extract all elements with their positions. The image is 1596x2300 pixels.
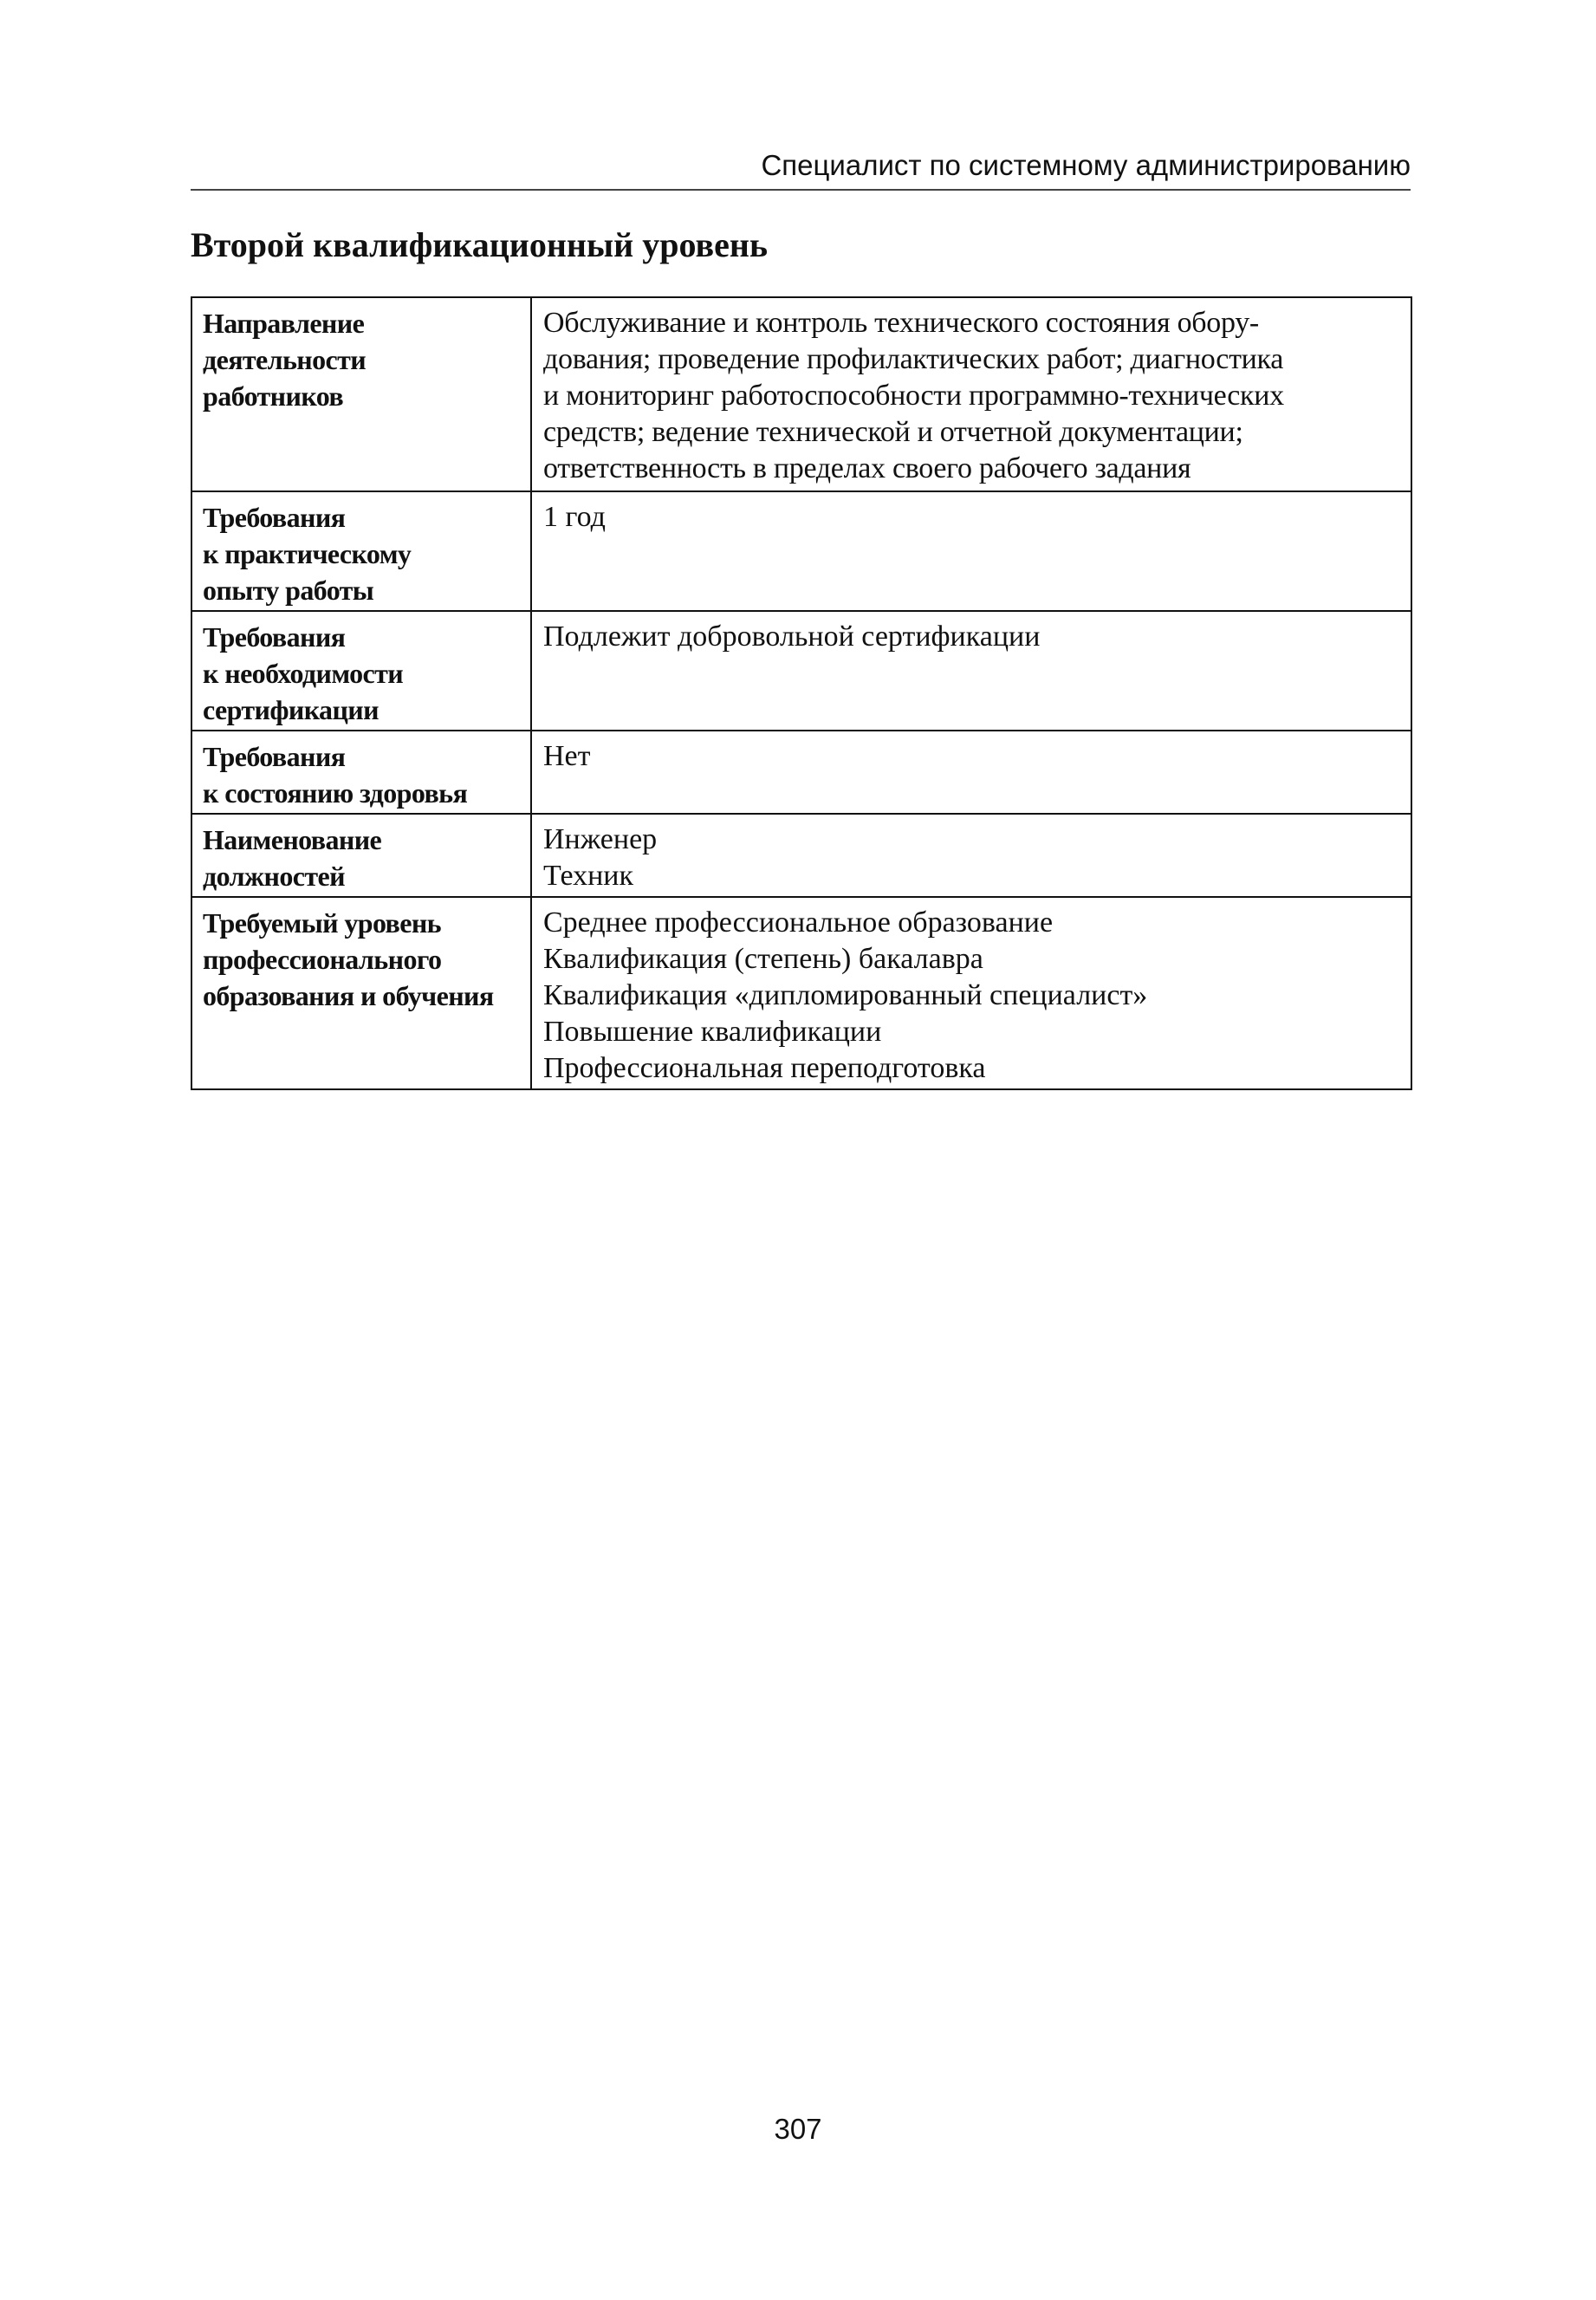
table-row-positions <box>191 814 1411 897</box>
table-row-certification <box>191 611 1411 731</box>
table-row-education <box>191 897 1411 1089</box>
running-header: Специалист по системному администрированию <box>761 149 1411 181</box>
label-line: Требования <box>203 502 346 533</box>
table-row-experience <box>191 491 1411 611</box>
row-value <box>531 611 1411 731</box>
row-label <box>191 731 531 814</box>
value-line: Инженер <box>543 823 658 855</box>
row-label <box>191 297 531 491</box>
value-line: Профессиональная переподготовка <box>543 1052 986 1084</box>
label-line: образования и обучения <box>203 980 494 1011</box>
value-line: Квалификация «дипломированный специалист» <box>543 979 1148 1011</box>
table-row-health <box>191 731 1411 814</box>
value-line: Квалификация (степень) бакалавра <box>543 943 983 975</box>
label-line: деятельности <box>203 344 367 375</box>
row-value <box>531 297 1411 491</box>
table-row-activity-direction <box>191 297 1411 491</box>
value-line: Повышение квалификации <box>543 1016 882 1048</box>
label-line: Наименование <box>203 824 382 855</box>
section-title: Второй квалификационный уровень <box>191 225 769 264</box>
value-line: 1 год <box>543 501 606 533</box>
label-line: Требования <box>203 621 346 653</box>
row-value <box>531 814 1411 897</box>
label-line: профессионального <box>203 944 442 975</box>
row-label <box>191 611 531 731</box>
value-line: Техник <box>543 860 634 892</box>
value-line: ответственность в пределах своего рабочего задания <box>543 452 1191 484</box>
value-line: Обслуживание и контроль технического состояния обору- <box>543 307 1259 339</box>
label-line: должностей <box>203 861 345 892</box>
row-label <box>191 814 531 897</box>
row-label <box>191 491 531 611</box>
label-line: сертификации <box>203 694 379 725</box>
label-line: Требуемый уровень <box>203 907 441 939</box>
label-line: Требования <box>203 741 346 772</box>
label-line: к состоянию здоровья <box>203 777 468 809</box>
row-value <box>531 897 1411 1089</box>
row-value <box>531 491 1411 611</box>
value-line: дования; проведение профилактических работ; диагностика <box>543 343 1284 375</box>
label-line: опыту работы <box>203 575 374 606</box>
header-rule <box>191 189 1411 191</box>
label-line: Направление <box>203 308 365 339</box>
row-label <box>191 897 531 1089</box>
qualification-table <box>191 296 1412 1090</box>
page-number: 307 <box>774 2113 822 2145</box>
value-line: и мониторинг работоспособности программно-технических <box>543 380 1284 412</box>
value-line: Подлежит добровольной сертификации <box>543 620 1041 653</box>
value-line: Среднее профессиональное образование <box>543 906 1054 939</box>
label-line: работников <box>203 380 344 412</box>
label-line: к практическому <box>203 538 412 569</box>
label-line: к необходимости <box>203 658 404 689</box>
row-value <box>531 731 1411 814</box>
value-line: Нет <box>543 740 591 772</box>
value-line: средств; ведение технической и отчетной документации; <box>543 416 1243 448</box>
